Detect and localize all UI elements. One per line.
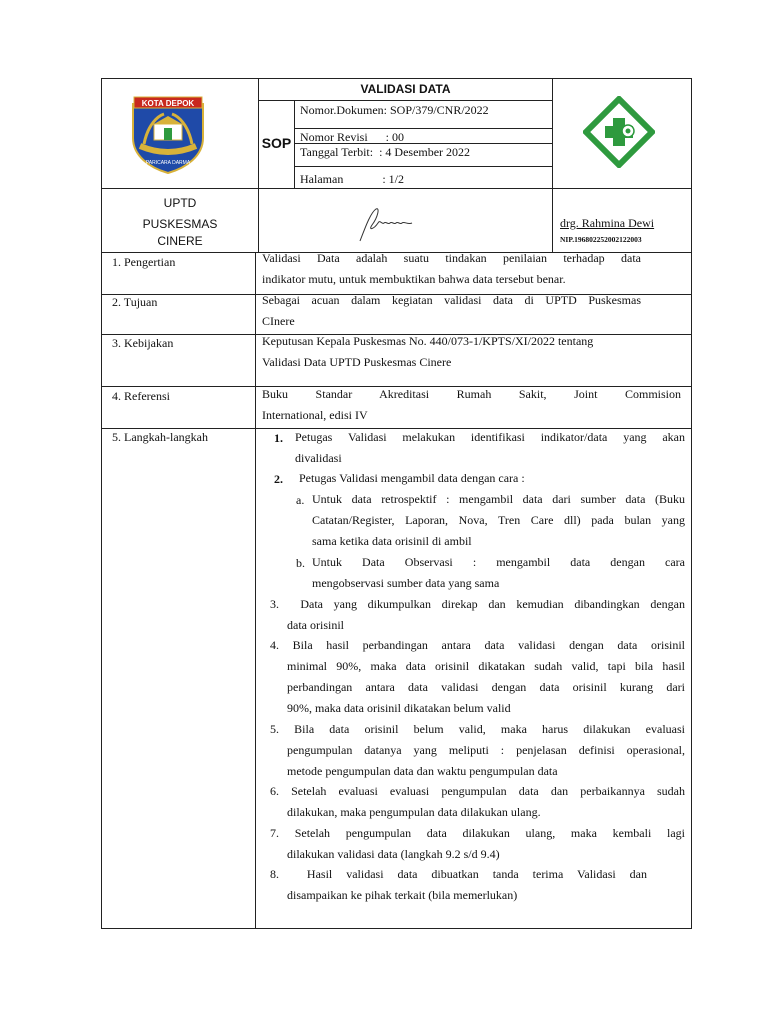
signature	[356, 203, 416, 245]
section-label: 4. Referensi	[112, 389, 170, 403]
logo-motto-text: PARICARA DARMA	[145, 160, 191, 166]
section-content	[262, 384, 681, 426]
text-line: Sebagai acuan dalam kegiatan validasi data di UPTD Puskesmas	[262, 293, 641, 307]
text-line: Petugas Validasi melakukan identifikasi indikator/data yang akan	[295, 430, 685, 444]
step-2b	[312, 552, 685, 594]
step-3	[270, 594, 685, 636]
step-7	[270, 823, 685, 865]
text-line: dilakukan, maka pengumpulan data dilakukan ulang.	[287, 805, 541, 819]
step-6	[270, 781, 685, 823]
sop-label: SOP	[261, 135, 292, 151]
text-line: minimal 90%, maka data orisinil dikatakan sudah valid, tapi bila hasil	[287, 659, 685, 673]
text-line: mengobservasi sumber data yang sama	[312, 576, 500, 590]
text-line: Buku Standar Akreditasi Rumah Sakit, Joint Commision	[262, 387, 681, 401]
org-line-1: UPTD	[163, 196, 197, 210]
issue-date: Tanggal Terbit: : 4 Desember 2022	[300, 145, 471, 159]
divider	[255, 252, 256, 929]
section-content	[262, 331, 648, 373]
text-line: dilakukan validasi data (langkah 9.2 s/d 9.4)	[287, 847, 500, 861]
revision-number: Nomor Revisi : 00	[300, 130, 404, 144]
text-line: CInere	[262, 314, 295, 328]
org-line-2: PUSKESMAS	[142, 217, 218, 231]
step-1	[295, 427, 685, 469]
text-line: 7. Setelah pengumpulan data dilakukan ulang, maka kembali lagi	[270, 826, 685, 840]
text-line: Catatan/Register, Laporan, Nova, Tren Care dll) pada bulan yang	[312, 513, 685, 527]
signatory-name: drg. Rahmina Dewi	[560, 216, 655, 230]
section-content	[262, 290, 641, 332]
step-2	[299, 468, 685, 489]
text-line: metode pengumpulan data dan waktu pengumpulan data	[287, 764, 558, 778]
puskesmas-logo	[583, 96, 655, 168]
text-line: Untuk Data Observasi : mengambil data dengan cara	[312, 555, 685, 569]
step-2a	[312, 489, 685, 552]
section-label: 1. Pengertian	[112, 255, 176, 269]
step-number: 1.	[274, 431, 283, 445]
substep-letter: b.	[296, 556, 305, 570]
text-line: Validasi Data adalah suatu tindakan penilaian terhadap data	[262, 251, 641, 265]
step-number: 2.	[274, 472, 283, 486]
page-number: Halaman : 1/2	[300, 172, 404, 186]
section-label: 5. Langkah-langkah	[112, 430, 208, 444]
text-line: Validasi Data UPTD Puskesmas Cinere	[262, 355, 452, 369]
text-line: Petugas Validasi mengambil data dengan cara :	[299, 471, 525, 485]
text-line: 3. Data yang dikumpulkan direkap dan kemudian dibandingkan dengan	[270, 597, 685, 611]
divider	[258, 100, 553, 101]
substep-letter: a.	[296, 493, 305, 507]
divider	[101, 188, 692, 189]
step-4	[270, 635, 685, 719]
text-line: 6. Setelah evaluasi evaluasi pengumpulan data dan perbaikannya sudah	[270, 784, 685, 798]
divider	[294, 100, 295, 188]
kota-depok-logo	[130, 94, 206, 174]
text-line: International, edisi IV	[262, 408, 368, 422]
org-line-3: CINERE	[157, 234, 203, 248]
divider	[552, 78, 553, 252]
logo-banner-text: KOTA DEPOK	[141, 99, 195, 108]
text-line: 4. Bila hasil perbandingan antara data validasi dengan data orisinil	[270, 638, 685, 652]
document-title: VALIDASI DATA	[360, 82, 451, 96]
table-border-bottom	[101, 928, 692, 929]
text-line: sama ketika data orisinil di ambil	[312, 534, 472, 548]
section-label: 3. Kebijakan	[112, 336, 174, 350]
text-line: Keputusan Kepala Puskesmas No. 440/073-1/KPTS/XI/2022 tentang	[262, 334, 594, 348]
text-line: disampaikan ke pihak terkait (bila memerlukan)	[287, 888, 518, 902]
text-line: divalidasi	[295, 451, 342, 465]
divider	[258, 78, 259, 252]
text-line: data orisinil	[287, 618, 344, 632]
text-line: 90%, maka data orisinil dikatakan belum valid	[287, 701, 511, 715]
text-line: Untuk data retrospektif : mengambil data dari sumber data (Buku	[312, 492, 685, 506]
table-border-right	[691, 78, 692, 929]
divider	[294, 128, 553, 129]
text-line: perbandingan antara data validasi dengan data orisinil kurang dari	[287, 680, 685, 694]
text-line: indikator mutu, untuk membuktikan bahwa data tersebut benar.	[262, 272, 566, 286]
section-content	[262, 248, 641, 290]
document-number: Nomor.Dokumen: SOP/379/CNR/2022	[300, 103, 489, 117]
text-line: 8. Hasil validasi data dibuatkan tanda terima Validasi dan	[270, 867, 647, 881]
step-5	[270, 719, 685, 782]
section-label: 2. Tujuan	[112, 295, 158, 309]
text-line: 5. Bila data orisinil belum valid, maka harus dilakukan evaluasi	[270, 722, 685, 736]
divider	[294, 166, 553, 167]
step-8	[270, 864, 647, 906]
text-line: pengumpulan datanya yang meliputi : penjelasan definisi operasional,	[287, 743, 685, 757]
signatory-nip: NIP.196802252002122003	[560, 235, 642, 244]
